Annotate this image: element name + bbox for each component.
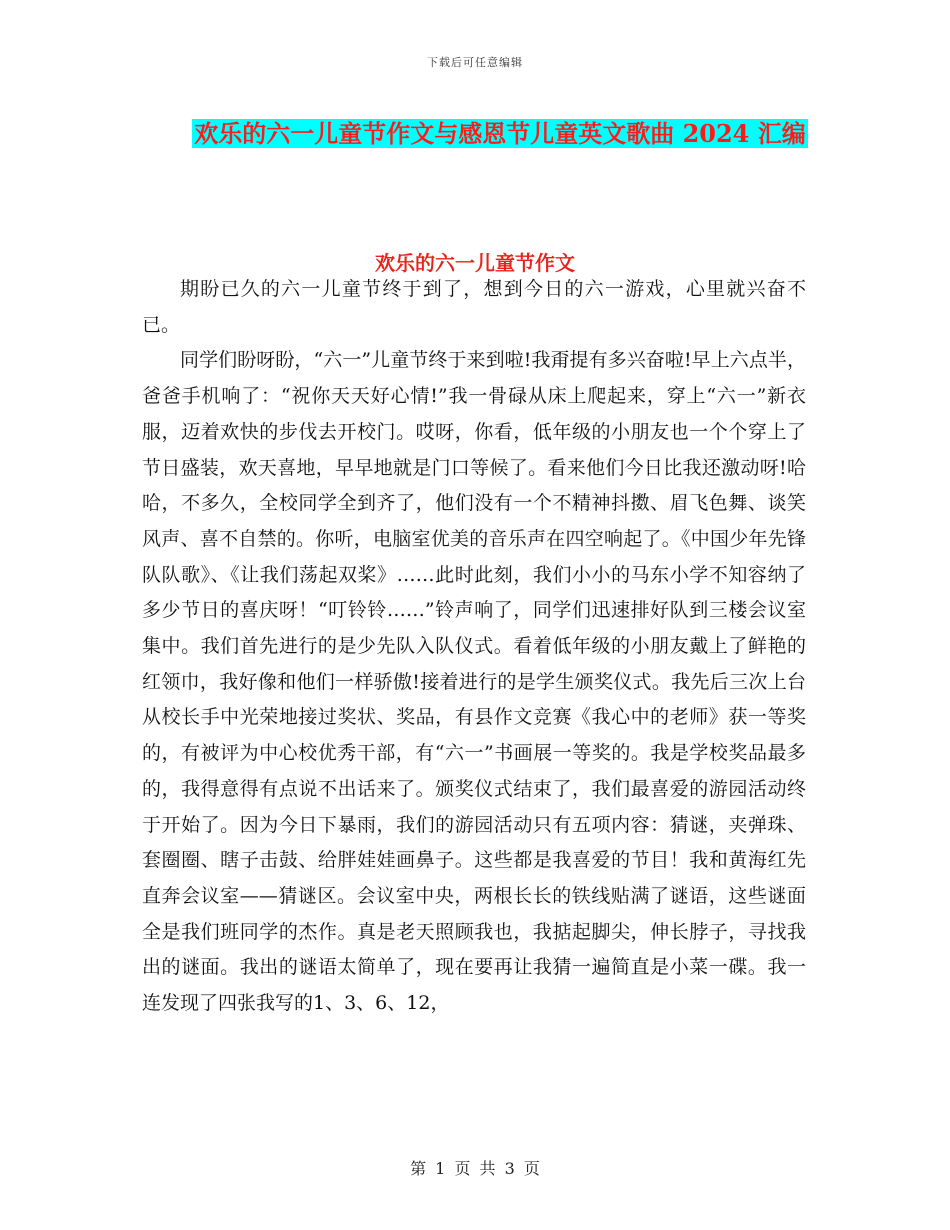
document-title: [0, 112, 950, 156]
document-title-text: 欢乐的六一儿童节作文与感恩节儿童英文歌曲 2024 汇编: [194, 119, 806, 148]
article-body: [142, 272, 806, 1022]
section-title: 欢乐的六一儿童节作文: [375, 251, 575, 275]
paragraph: 同学们盼呀盼，“六一”儿童节终于来到啦!我甭提有多兴奋啦!早上六点半，爸爸手机响了：“祝你天天好心情!”我一骨碌从床上爬起来，穿上“六一”新衣服，迈着欢快的步伐去开校门。哎呀，你看，低年级的小朋友也一个个穿上了节日盛装，欢天喜地，早早地就是门口等候了。看来他们今日比我还激动呀!哈哈，不多久，全校同学全到齐了，他们没有一个不精神抖擞、眉飞色舞、谈笑风声、喜不自禁的。你听，电脑室优美的音乐声在四空响起了。《中国少年先锋队队歌》、《让我们荡起双桨》……此时此刻，我们小小的马东小学不知容纳了多少节日的喜庆呀！“叮铃铃……”铃声响了，同学们迅速排好队到三楼会议室集中。我们首先进行的是少先队入队仪式。看着低年级的小朋友戴上了鲜艳的红领巾，我好像和他们一样骄傲!接着进行的是学生颁奖仪式。我先后三次上台从校长手中光荣地接过奖状、奖品，有县作文竞赛《我心中的老师》获一等奖的，有被评为中心校优秀干部，有“六一”书画展一等奖的。我是学校奖品最多的，我得意得有点说不出话来了。颁奖仪式结束了，我们最喜爱的游园活动终于开始了。因为今日下暴雨，我们的游园活动只有五项内容：猜谜，夹弹珠、套圈圈、瞎子击鼓、给胖娃娃画鼻子。这些都是我喜爱的节目！我和黄海红先直奔会议室——猜谜区。会议室中央，两根长长的铁线贴满了谜语，这些谜面全是我们班同学的杰作。真是老天照顾我也，我掂起脚尖，伸长脖子，寻找我出的谜面。我出的谜语太简单了，现在要再让我猜一遍简直是小菜一碟。我一连发现了四张我写的1、3、6、12，: [142, 349, 806, 1015]
page-header-note: 下载后可任意编辑: [427, 56, 523, 69]
page-number-footer: 第 1 页 共 3 页: [410, 1159, 540, 1178]
paragraph: 期盼已久的六一儿童节终于到了，想到今日的六一游戏，心里就兴奋不已。: [142, 278, 806, 336]
